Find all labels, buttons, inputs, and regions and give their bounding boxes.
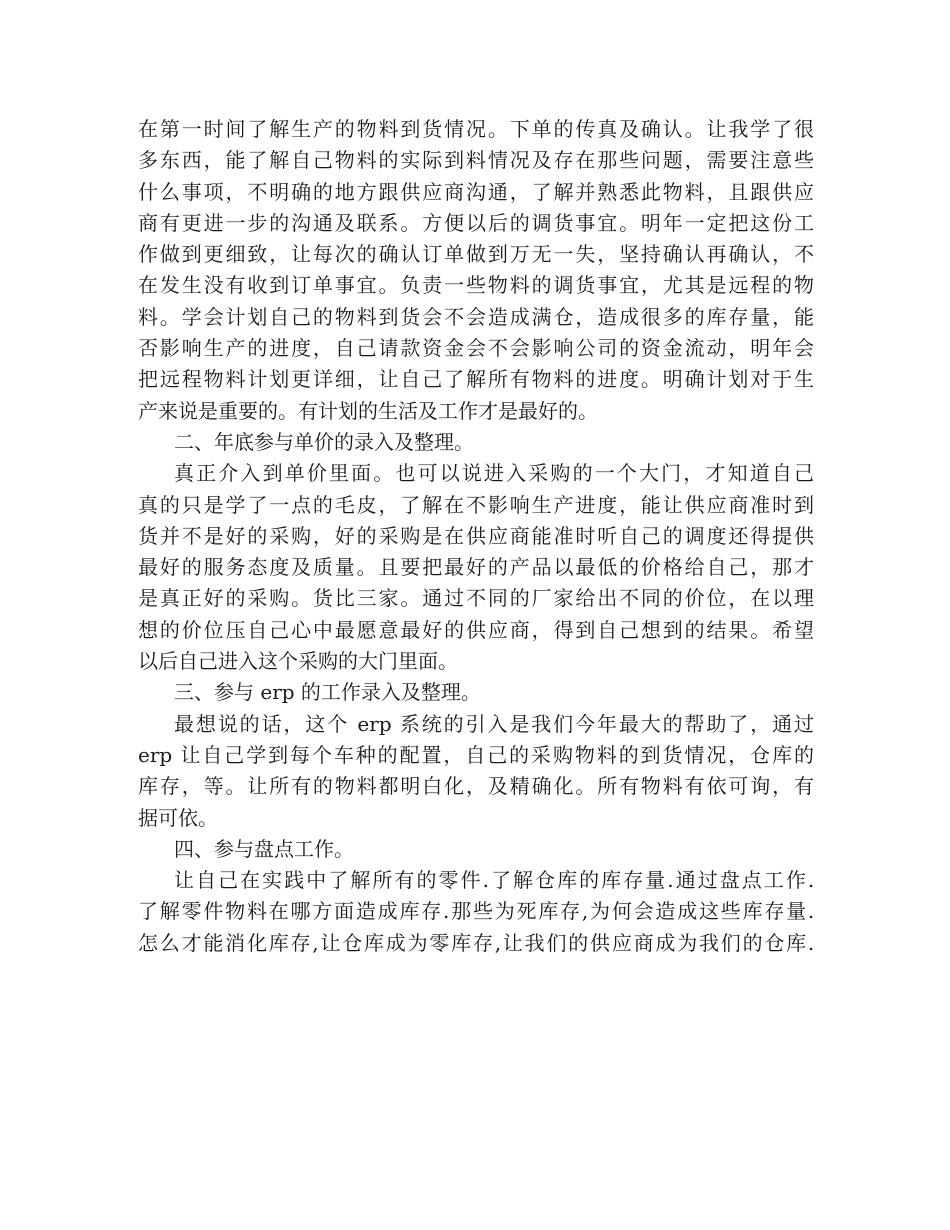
section-heading-erp <box>138 677 814 708</box>
section-heading-unit-price <box>138 427 814 458</box>
text-line: 真正介入到单价里面。也可以说进入采购的一个大门，才知道自己 <box>174 461 814 486</box>
text-line: 了解零件物料在哪方面造成库存.那些为死库存,为何会造成这些库存量. <box>138 899 814 924</box>
text-line: 作做到更细致，让每次的确认订单做到万无一失，坚持确认再确认，不 <box>138 242 814 267</box>
text-line: 以后自己进入这个采购的大门里面。 <box>138 649 458 674</box>
text-line: 据可依。 <box>138 805 218 830</box>
text-line: 库存，等。让所有的物料都明白化，及精确化。所有物料有依可询，有 <box>138 774 814 799</box>
text-line: 否影响生产的进度，自己请款资金会不会影响公司的资金流动，明年会 <box>138 336 814 361</box>
text-line: 什么事项，不明确的地方跟供应商沟通，了解并熟悉此物料，且跟供应 <box>138 179 814 204</box>
text-line: 产来说是重要的。有计划的生活及工作才是最好的。 <box>138 398 598 423</box>
text-line: 最好的服务态度及质量。且要把最好的产品以最低的价格给自己，那才 <box>138 555 814 580</box>
paragraph-material-arrival <box>138 114 814 427</box>
heading-line: 四、参与盘点工作。 <box>174 836 354 861</box>
paragraph-erp <box>138 709 814 834</box>
paragraph-unit-price <box>138 458 814 677</box>
text-line: 多东西，能了解自己物料的实际到料情况及存在那些问题，需要注意些 <box>138 148 814 173</box>
text-line: 货并不是好的采购，好的采购是在供应商能准时听自己的调度还得提供 <box>138 523 814 548</box>
text-line: 真的只是学了一点的毛皮，了解在不影响生产进度，能让供应商准时到 <box>138 492 814 517</box>
text-line: 商有更进一步的沟通及联系。方便以后的调货事宜。明年一定把这份工 <box>138 210 814 235</box>
text-line: 是真正好的采购。货比三家。通过不同的厂家给出不同的价位，在以理 <box>138 586 814 611</box>
text-line: erp 让自己学到每个车种的配置，自己的采购物料的到货情况，仓库的 <box>138 742 814 767</box>
heading-line: 二、年底参与单价的录入及整理。 <box>174 429 474 454</box>
text-line: 在发生没有收到订单事宜。负责一些物料的调货事宜，尤其是远程的物 <box>138 273 814 298</box>
paragraph-inventory <box>138 865 814 959</box>
text-line: 把远程物料计划更详细，让自己了解所有物料的进度。明确计划对于生 <box>138 367 814 392</box>
heading-line: 三、参与 erp 的工作录入及整理。 <box>174 680 481 705</box>
text-line: 在第一时间了解生产的物料到货情况。下单的传真及确认。让我学了很 <box>138 117 814 141</box>
section-heading-inventory <box>138 834 814 865</box>
text-line: 让自己在实践中了解所有的零件.了解仓库的库存量.通过盘点工作. <box>174 868 814 893</box>
document-body <box>138 114 814 959</box>
text-line: 怎么才能消化库存,让仓库成为零库存,让我们的供应商成为我们的仓库. <box>138 930 814 955</box>
text-line: 最想说的话，这个 erp 系统的引入是我们今年最大的帮助了，通过 <box>174 711 814 736</box>
text-line: 想的价位压自己心中最愿意最好的供应商，得到自己想到的结果。希望 <box>138 617 814 642</box>
text-line: 料。学会计划自己的物料到货会不会造成满仓，造成很多的库存量，能 <box>138 304 814 329</box>
